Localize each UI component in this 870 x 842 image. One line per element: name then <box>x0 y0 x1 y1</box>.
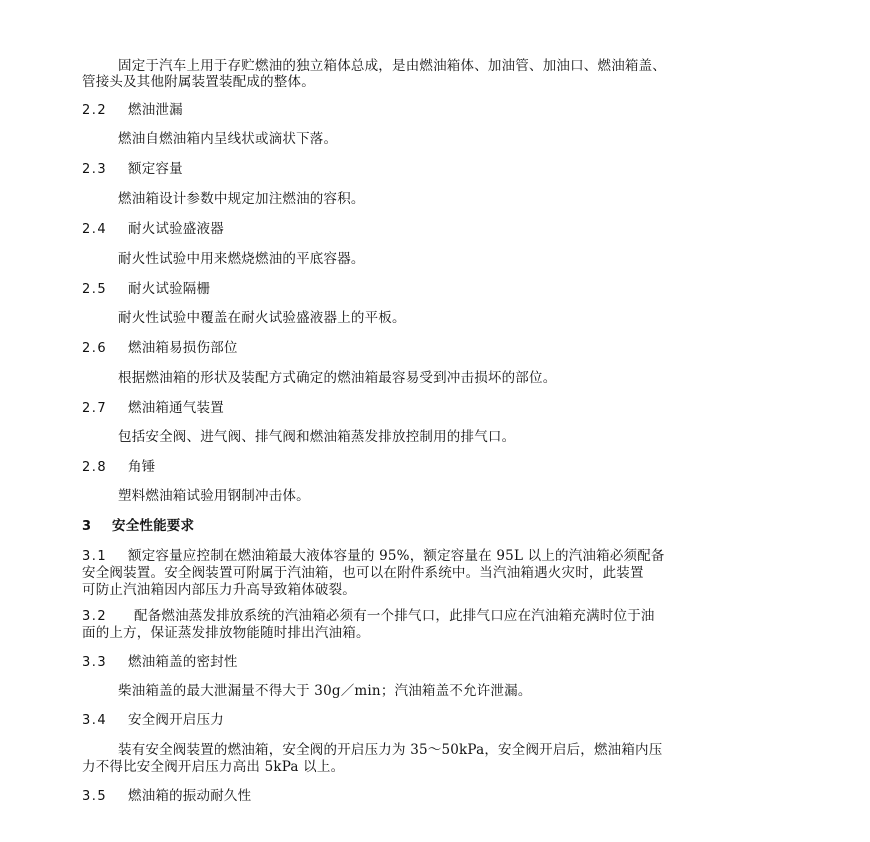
section-heading <box>82 338 238 359</box>
section-heading <box>82 219 224 240</box>
section-number: 3.3 <box>82 655 108 670</box>
definition-body: 包括安全阀、进气阀、排气阀和燃油箱蒸发排放控制用的排气口。 <box>118 429 516 445</box>
section-title: 燃油箱易损伤部位 <box>128 340 238 356</box>
section-heading <box>82 100 183 121</box>
section-number: 2.3 <box>82 162 108 177</box>
section-heading <box>82 652 238 673</box>
section-number: 2.2 <box>82 103 108 118</box>
section-number: 2.6 <box>82 341 108 356</box>
clause-number: 3.1 <box>82 549 108 564</box>
definition-body: 耐火性试验中覆盖在耐火试验盛液器上的平板。 <box>118 310 406 326</box>
section-heading <box>82 398 224 419</box>
clause-text: 配备燃油蒸发排放系统的汽油箱必须有一个排气口，此排气口应在汽油箱充满时位于油 <box>134 608 655 624</box>
section-heading <box>82 710 224 731</box>
clause-line: 面的上方，保证蒸发排放物能随时排出汽油箱。 <box>82 625 370 641</box>
section-heading <box>82 457 155 478</box>
definition-body: 燃油箱设计参数中规定加注燃油的容积。 <box>118 191 365 207</box>
section-heading <box>82 786 251 807</box>
chapter-title: 安全性能要求 <box>112 518 195 534</box>
section-title: 安全阀开启压力 <box>128 712 224 728</box>
clause-text: 额定容量应控制在燃油箱最大液体容量的 95%，额定容量在 95L 以上的汽油箱必须配备 <box>128 548 665 564</box>
clause-line: 安全阀装置。安全阀装置可附属于汽油箱，也可以在附件系统中。当汽油箱遇火灾时，此装置 <box>82 565 644 581</box>
definition-body: 燃油自燃油箱内呈线状或滴状下落。 <box>118 131 338 147</box>
chapter-number: 3 <box>82 519 93 534</box>
section-title: 燃油箱通气装置 <box>128 400 224 416</box>
definition-body: 根据燃油箱的形状及装配方式确定的燃油箱最容易受到冲击损坏的部位。 <box>118 370 557 386</box>
clause-line: 可防止汽油箱因内部压力升高导致箱体破裂。 <box>82 582 356 598</box>
chapter-heading <box>82 516 194 537</box>
clause-number: 3.2 <box>82 609 108 624</box>
section-number: 2.5 <box>82 282 108 297</box>
section-heading <box>82 159 183 180</box>
intro-line-2: 管接头及其他附属装置装配成的整体。 <box>82 74 315 90</box>
clause-line: 装有安全阀装置的燃油箱，安全阀的开启压力为 35～50kPa，安全阀开启后，燃油箱内压 <box>118 742 663 758</box>
section-title: 燃油箱的振动耐久性 <box>128 788 252 804</box>
section-number: 2.7 <box>82 401 108 416</box>
section-number: 3.5 <box>82 789 108 804</box>
clause-line: 力不得比安全阀开启压力高出 5kPa 以上。 <box>82 759 345 775</box>
section-heading <box>82 279 210 300</box>
clause-body: 柴油箱盖的最大泄漏量不得大于 30g／min；汽油箱盖不允许泄漏。 <box>118 683 532 699</box>
section-number: 3.4 <box>82 713 108 728</box>
section-title: 额定容量 <box>128 161 183 177</box>
section-title: 燃油箱盖的密封性 <box>128 654 238 670</box>
section-title: 燃油泄漏 <box>128 102 183 118</box>
section-title: 耐火试验盛液器 <box>128 221 224 237</box>
section-number: 2.8 <box>82 460 108 475</box>
section-number: 2.4 <box>82 222 108 237</box>
definition-body: 耐火性试验中用来燃烧燃油的平底容器。 <box>118 251 365 267</box>
section-title: 耐火试验隔栅 <box>128 281 211 297</box>
definition-body: 塑料燃油箱试验用钢制冲击体。 <box>118 488 310 504</box>
intro-line-1: 固定于汽车上用于存贮燃油的独立箱体总成，是由燃油箱体、加油管、加油口、燃油箱盖、 <box>118 58 666 74</box>
section-title: 角锤 <box>128 459 156 475</box>
